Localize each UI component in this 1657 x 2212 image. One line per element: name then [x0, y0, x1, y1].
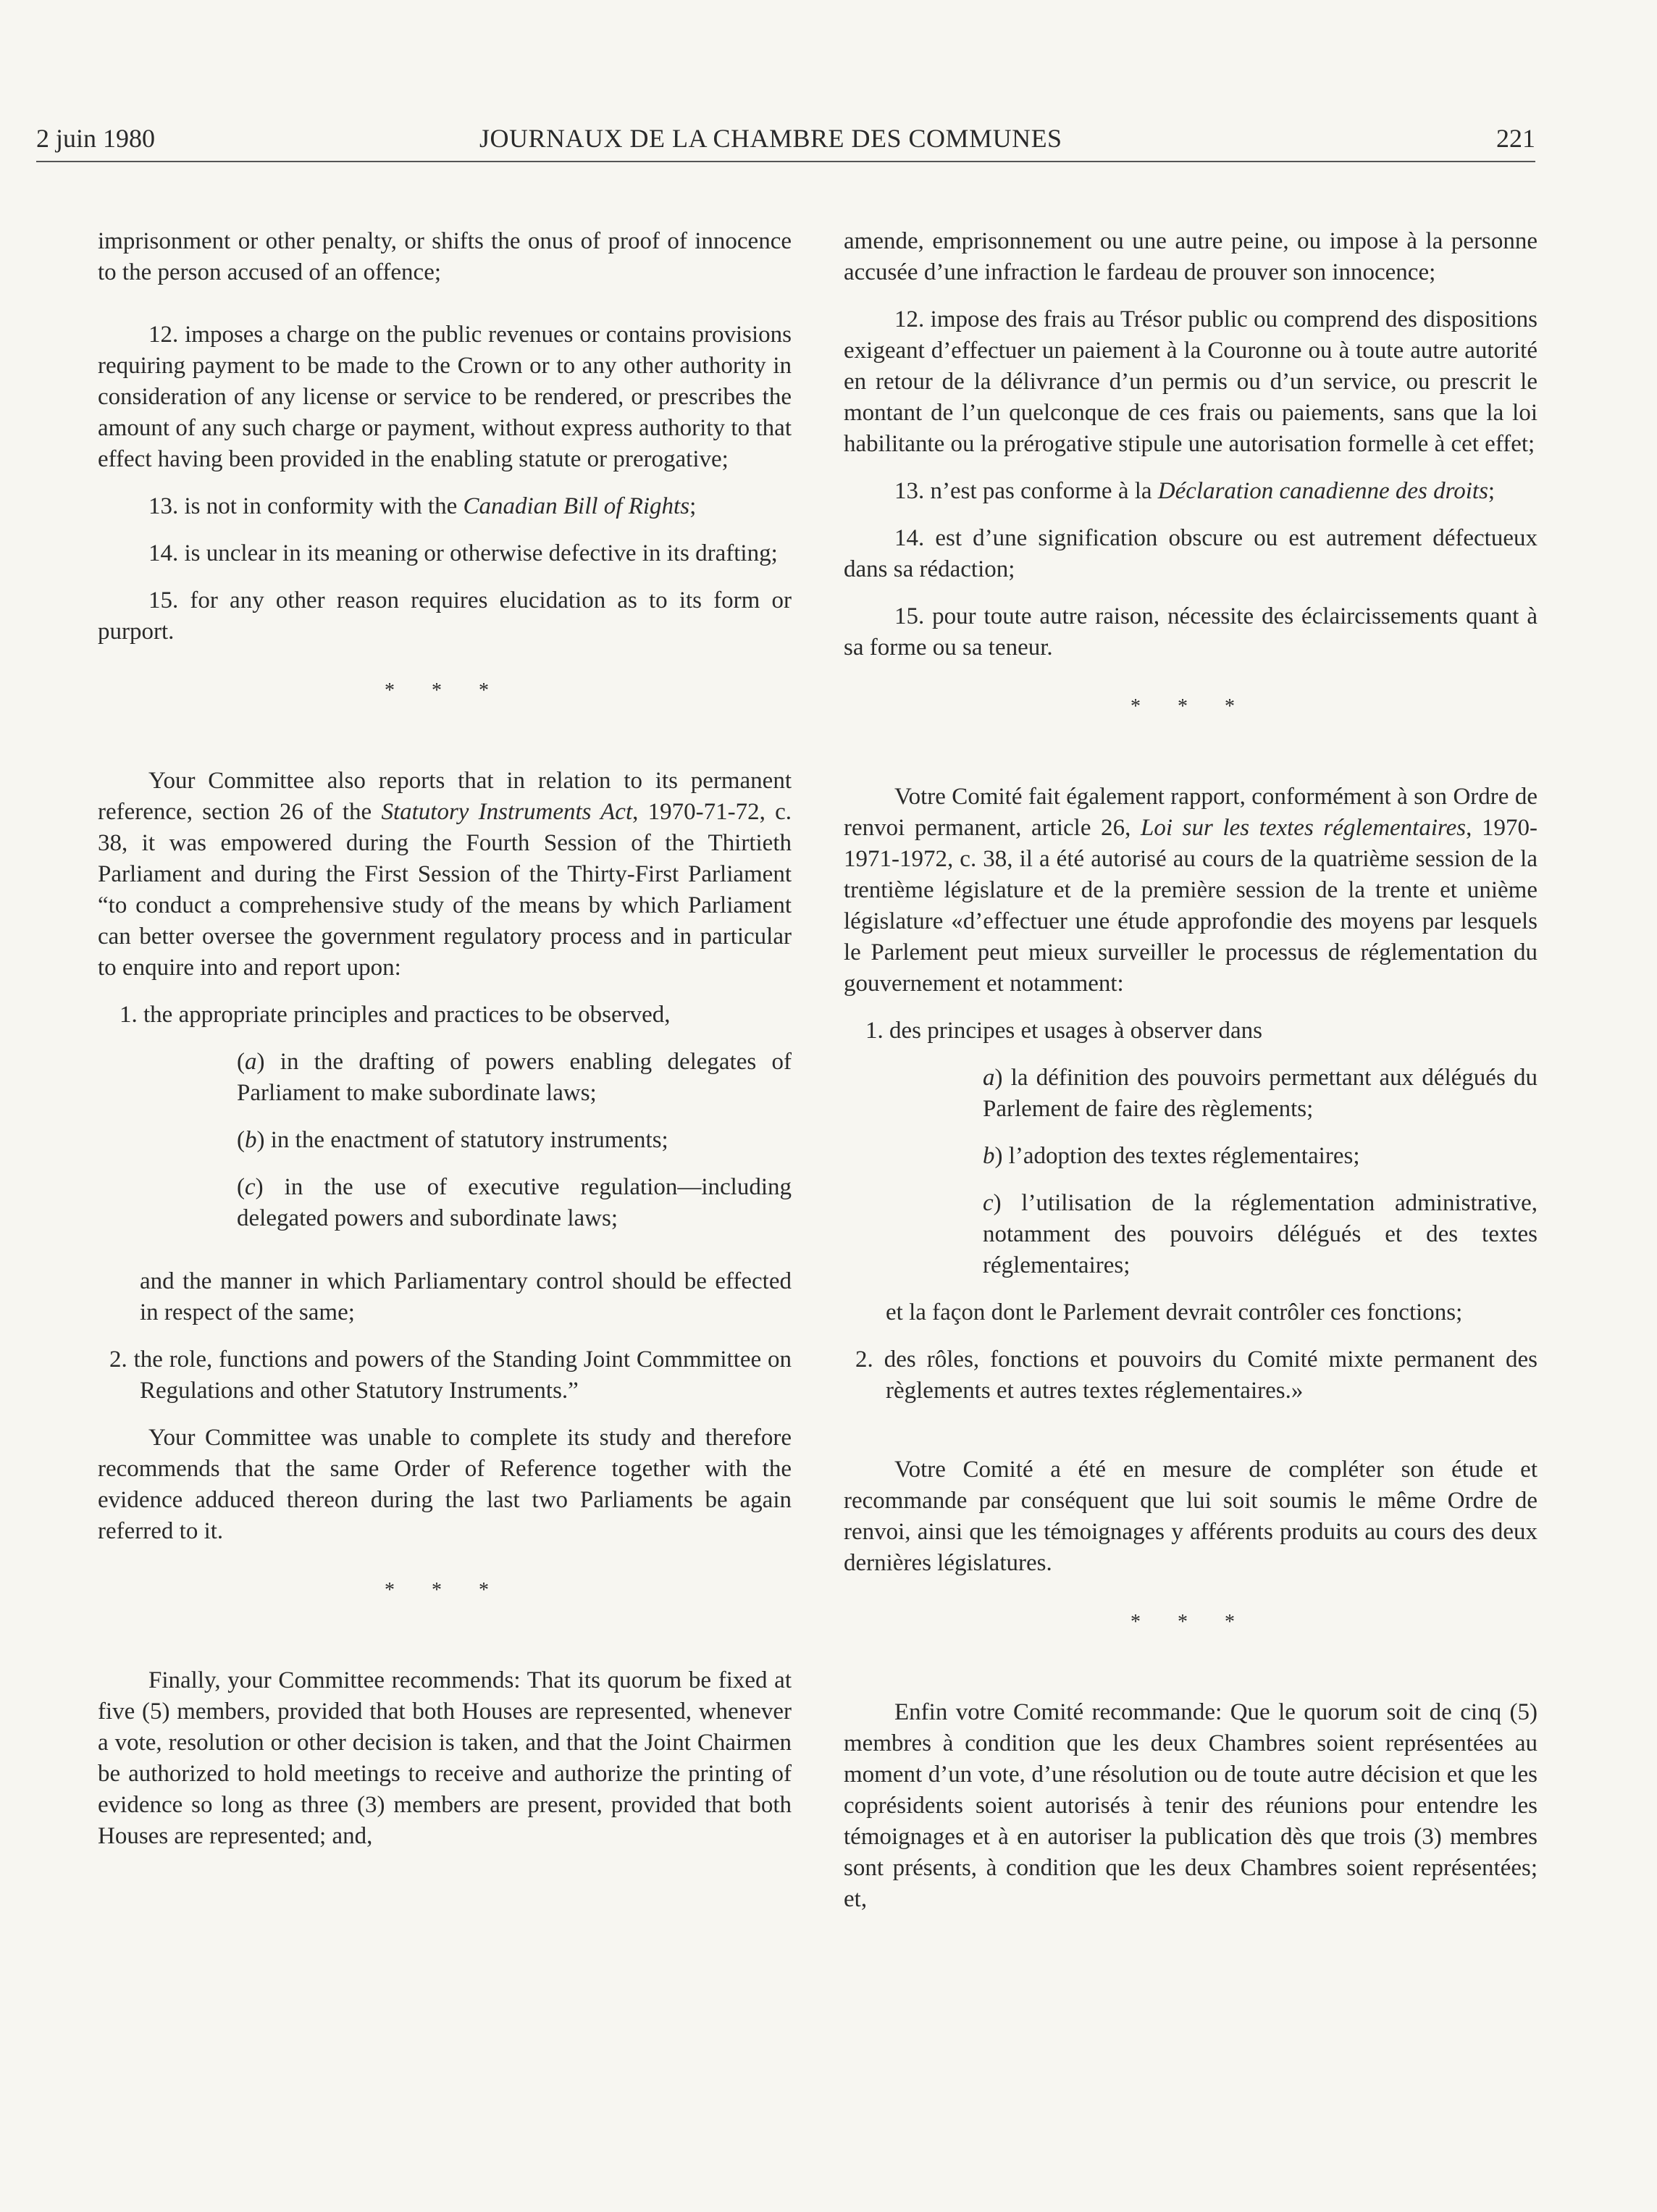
fr-list-continuation: et la façon dont le Parlement devrait contrôler ces fonctions;	[886, 1299, 1463, 1325]
fr-finally-paragraph: Enfin votre Comité recommande: Que le quorum soit de cinq (5) membres à condition que les deux Chambres soient représentées au moment d’un vote, d’une résolution ou de toute autre décision et que les coprésidents soient autorisés à tenir des réunions pour entendre les témoignages et à en autoriser la publication dès que trois (3) membres sont présents, à condition que les deux Chambres soient représentées; et,	[844, 1699, 1538, 1912]
en-sub-item-a: (a) in the drafting of powers enabling delegates of Parliament to make subordinate laws;	[237, 1049, 792, 1106]
en-item-13: 13. is not in conformity with the Canadian Bill of Rights;	[148, 493, 697, 519]
fr-list-item-1: 1. des principes et usages à observer dans	[865, 1018, 1262, 1044]
section-separator: * * *	[1130, 695, 1251, 718]
fr-sub-item-b: b) l’adoption des textes réglementaires;	[983, 1143, 1360, 1169]
fr-sub-item-c: c) l’utilisation de la réglementation administrative, notamment des pouvoirs délégués et des textes réglementaires;	[983, 1190, 1538, 1278]
french-column	[844, 226, 1538, 1915]
fr-item-13: 13. n’est pas conforme à la Déclaration canadienne des droits;	[894, 478, 1496, 504]
en-list-continuation: and the manner in which Parliamentary control should be effected in respect of the same;	[140, 1268, 792, 1325]
section-separator: * * *	[385, 1579, 505, 1601]
section-separator: * * *	[1130, 1611, 1251, 1633]
fr-sub-item-a: a) la définition des pouvoirs permettant aux délégués du Parlement de faire des règlements;	[983, 1065, 1538, 1122]
fr-item-12: 12. impose des frais au Trésor public ou comprend des dispositions exigeant d’effectuer un paiement à la Couronne ou à toute autre autorité en retour de la délivrance d’un permis ou d’un service, ou prescrit le montant de l’un quelconque de ces frais ou paiements, sans que la loi habilitante ou la prérogative stipule une autorisation formelle à cet effet;	[844, 306, 1538, 457]
en-sub-item-b: (b) in the enactment of statutory instruments;	[237, 1127, 668, 1153]
en-finally-paragraph: Finally, your Committee recommends: That its quorum be fixed at five (5) members, provided that both Houses are represented, whenever a vote, resolution or other decision is taken, and that the Joint Chairmen be authorized to hold meetings to receive and authorize the printing of evidence so long as three (3) members are present, provided that both Houses are represented; and,	[98, 1667, 792, 1849]
fr-para-continuation: amende, emprisonnement ou une autre peine, ou impose à la personne accusée d’une infraction le fardeau de prouver son innocence;	[844, 228, 1538, 285]
en-item-15: 15. for any other reason requires elucidation as to its form or purport.	[98, 587, 792, 645]
fr-unable-paragraph: Votre Comité a été en mesure de compléter son étude et recommande par conséquent que lui soit soumis le même Ordre de renvoi, ainsi que les témoignages y afférents produits au cours des deux dernières législatures.	[844, 1457, 1538, 1576]
header-title: JOURNAUX DE LA CHAMBRE DES COMMUNES	[479, 124, 1062, 153]
header-date: 2 juin 1980	[36, 124, 156, 153]
en-item-12: 12. imposes a charge on the public revenues or contains provisions requiring payment to be made to the Crown or to any other authority in consideration of any license or service to be rendered, or prescribes the amount of any such charge or payment, without express authority to that effect having been provided in the enabling statute or prerogative;	[98, 322, 792, 472]
en-unable-paragraph: Your Committee was unable to complete its study and therefore recommends that the same Order of Reference together with the evidence adduced thereon during the last two Parliaments be again referred to it.	[98, 1425, 792, 1544]
section-separator: * * *	[385, 679, 505, 702]
fr-item-15: 15. pour toute autre raison, nécessite des éclaircissements quant à sa forme ou sa teneur.	[844, 603, 1538, 661]
en-list-item-2: 2. the role, functions and powers of the Standing Joint Commmittee on Regulations and other Statutory Instruments.”	[109, 1346, 792, 1404]
en-sub-item-c: (c) in the use of executive regulation—including delegated powers and subordinate laws;	[237, 1174, 792, 1231]
en-item-14: 14. is unclear in its meaning or otherwise defective in its drafting;	[148, 540, 778, 566]
header-rule	[36, 161, 1535, 162]
en-para-continuation: imprisonment or other penalty, or shifts the onus of proof of innocence to the person accused of an offence;	[98, 228, 792, 285]
fr-list-item-2: 2. des rôles, fonctions et pouvoirs du Comité mixte permanent des règlements et autres textes réglementaires.»	[855, 1346, 1538, 1404]
fr-report-paragraph: Votre Comité fait également rapport, conformément à son Ordre de renvoi permanent, article 26, Loi sur les textes réglementaires, 1970-1971-1972, c. 38, il a été autorisé au cours de la quatrième session de la trentième législature et de la première session de la trente et unième législature «d’effectuer une étude approfondie des moyens par lesquels le Parlement peut mieux surveiller le processus de réglementation du gouvernement et notamment:	[844, 784, 1538, 997]
fr-item-14: 14. est d’une signification obscure ou est autrement défectueux dans sa rédaction;	[844, 525, 1538, 582]
running-header	[36, 123, 1535, 161]
page-number: 221	[1496, 124, 1535, 153]
en-report-paragraph: Your Committee also reports that in relation to its permanent reference, section 26 of the Statutory Instruments Act, 1970-71-72, c. 38, it was empowered during the Fourth Session of the Thirtieth Parliament and during the First Session of the Thirty-First Parliament “to conduct a comprehensive study of the means by which Parliament can better oversee the government regulatory process and in particular to enquire into and report upon:	[98, 768, 792, 981]
english-column	[98, 226, 792, 1852]
en-list-item-1: 1. the appropriate principles and practices to be observed,	[119, 1002, 671, 1028]
